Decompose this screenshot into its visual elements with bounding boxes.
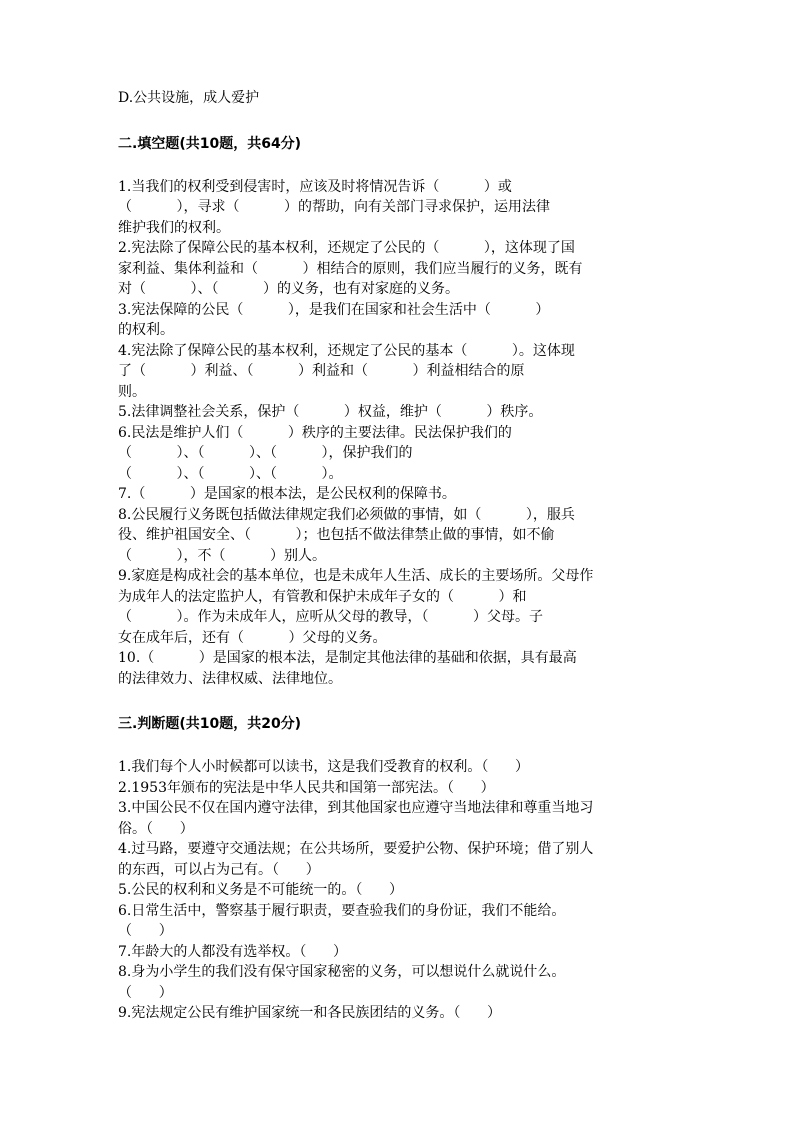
- question-line: （ ）。作为未成年人，应听从父母的教导，（ ）父母。子: [118, 609, 544, 625]
- question-line: （ ）: [118, 984, 173, 1001]
- question-line: 10.（ ）是国家的根本法，是制定其他法律的基础和依据，具有最高: [118, 650, 577, 666]
- question-line: （ ），寻求（ ）的帮助，向有关部门寻求保护，运用法律: [118, 199, 551, 215]
- question-line: 家利益、集体利益和（ ）相结合的原则，我们应当履行的义务，既有: [118, 260, 583, 277]
- spacer: [118, 109, 678, 133]
- spacer: [118, 735, 678, 757]
- question-line: 1.我们每个人小时候都可以读书，这是我们受教育的权利。（ ）: [118, 759, 530, 775]
- question-line: 9.宪法规定公民有维护国家统一和各民族团结的义务。（ ）: [118, 1005, 502, 1021]
- spacer: [118, 689, 678, 713]
- question-line: 维护我们的权利。: [118, 219, 230, 236]
- question-line: 8.公民履行义务既包括做法律规定我们必须做的事情，如（ ），服兵: [118, 506, 575, 523]
- question-line: 7.年龄大的人都没有选举权。（ ）: [118, 943, 348, 960]
- question-line: 俗。（ ）: [118, 820, 194, 837]
- question-line: （ ）、（ ）、（ ）。: [118, 465, 343, 482]
- question-line: 8.身为小学生的我们没有保守国家秘密的义务，可以想说什么就说什么。: [118, 964, 566, 980]
- question-line: 女在成年后，还有（ ）父母的义务。: [118, 629, 387, 646]
- question-line: 7.（ ）是国家的根本法，是公民权利的保障书。: [118, 486, 456, 502]
- document-page: [118, 88, 678, 1024]
- fill-in-questions: [118, 177, 678, 690]
- question-line: 3.宪法保障的公民（ ），是我们在国家和社会生活中（ ）: [118, 301, 550, 318]
- question-line: 的权利。: [118, 322, 174, 338]
- question-line: 为成年人的法定监护人，有管教和保护未成年子女的（ ）和: [118, 588, 527, 605]
- question-line: 5.公民的权利和义务是不可能统一的。（ ）: [118, 882, 404, 898]
- question-line: 了（ ）利益、（ ）利益和（ ）利益相结合的原: [118, 363, 525, 379]
- option-d: D.公共设施，成人爱护: [118, 90, 260, 106]
- question-line: 役、维护祖国安全、（ ）；也包括不做法律禁止做的事情，如不偷: [118, 527, 555, 543]
- section-heading-true-false: 三.判断题(共10题，共20分): [118, 716, 302, 732]
- question-line: 2.1953年颁布的宪法是中华人民共和国第一部宪法。（ ）: [118, 779, 495, 796]
- question-line: 9.家庭是构成社会的基本单位，也是未成年人生活、成长的主要场所。父母作: [118, 568, 594, 584]
- question-line: 3.中国公民不仅在国内遵守法律，到其他国家也应遵守当地法律和尊重当地习: [118, 800, 594, 816]
- spacer: [118, 155, 678, 177]
- question-line: 的东西，可以占为己有。（ ）: [118, 861, 320, 878]
- question-line: 1.当我们的权利受到侵害时，应该及时将情况告诉（ ）或: [118, 178, 512, 195]
- question-line: 的法律效力、法律权威、法律地位。: [118, 670, 342, 687]
- question-line: （ ）、（ ）、（ ），保护我们的: [118, 445, 413, 461]
- question-line: （ ），不（ ）别人。: [118, 547, 327, 564]
- section-heading-fill-in: 二.填空题(共10题，共64分): [118, 135, 302, 152]
- question-line: 6.日常生活中，警察基于履行职责，要查验我们的身份证，我们不能给。: [118, 902, 566, 919]
- question-line: 2.宪法除了保障公民的基本权利，还规定了公民的（ ），这体现了国: [118, 240, 575, 256]
- question-line: 4.过马路，要遵守交通法规；在公共场所，要爱护公物、保护环境；借了别人: [118, 841, 594, 857]
- question-line: 对（ ）、（ ）的义务，也有对家庭的义务。: [118, 281, 460, 297]
- question-line: 4.宪法除了保障公民的基本权利，还规定了公民的基本（ ）。这体现: [118, 342, 575, 359]
- question-line: 则。: [118, 383, 146, 400]
- question-line: （ ）: [118, 923, 173, 939]
- question-line: 6.民法是维护人们（ ）秩序的主要法律。民法保护我们的: [118, 424, 512, 441]
- true-false-questions: [118, 757, 678, 1024]
- question-line: 5.法律调整社会关系，保护（ ）权益，维护（ ）秩序。: [118, 404, 543, 420]
